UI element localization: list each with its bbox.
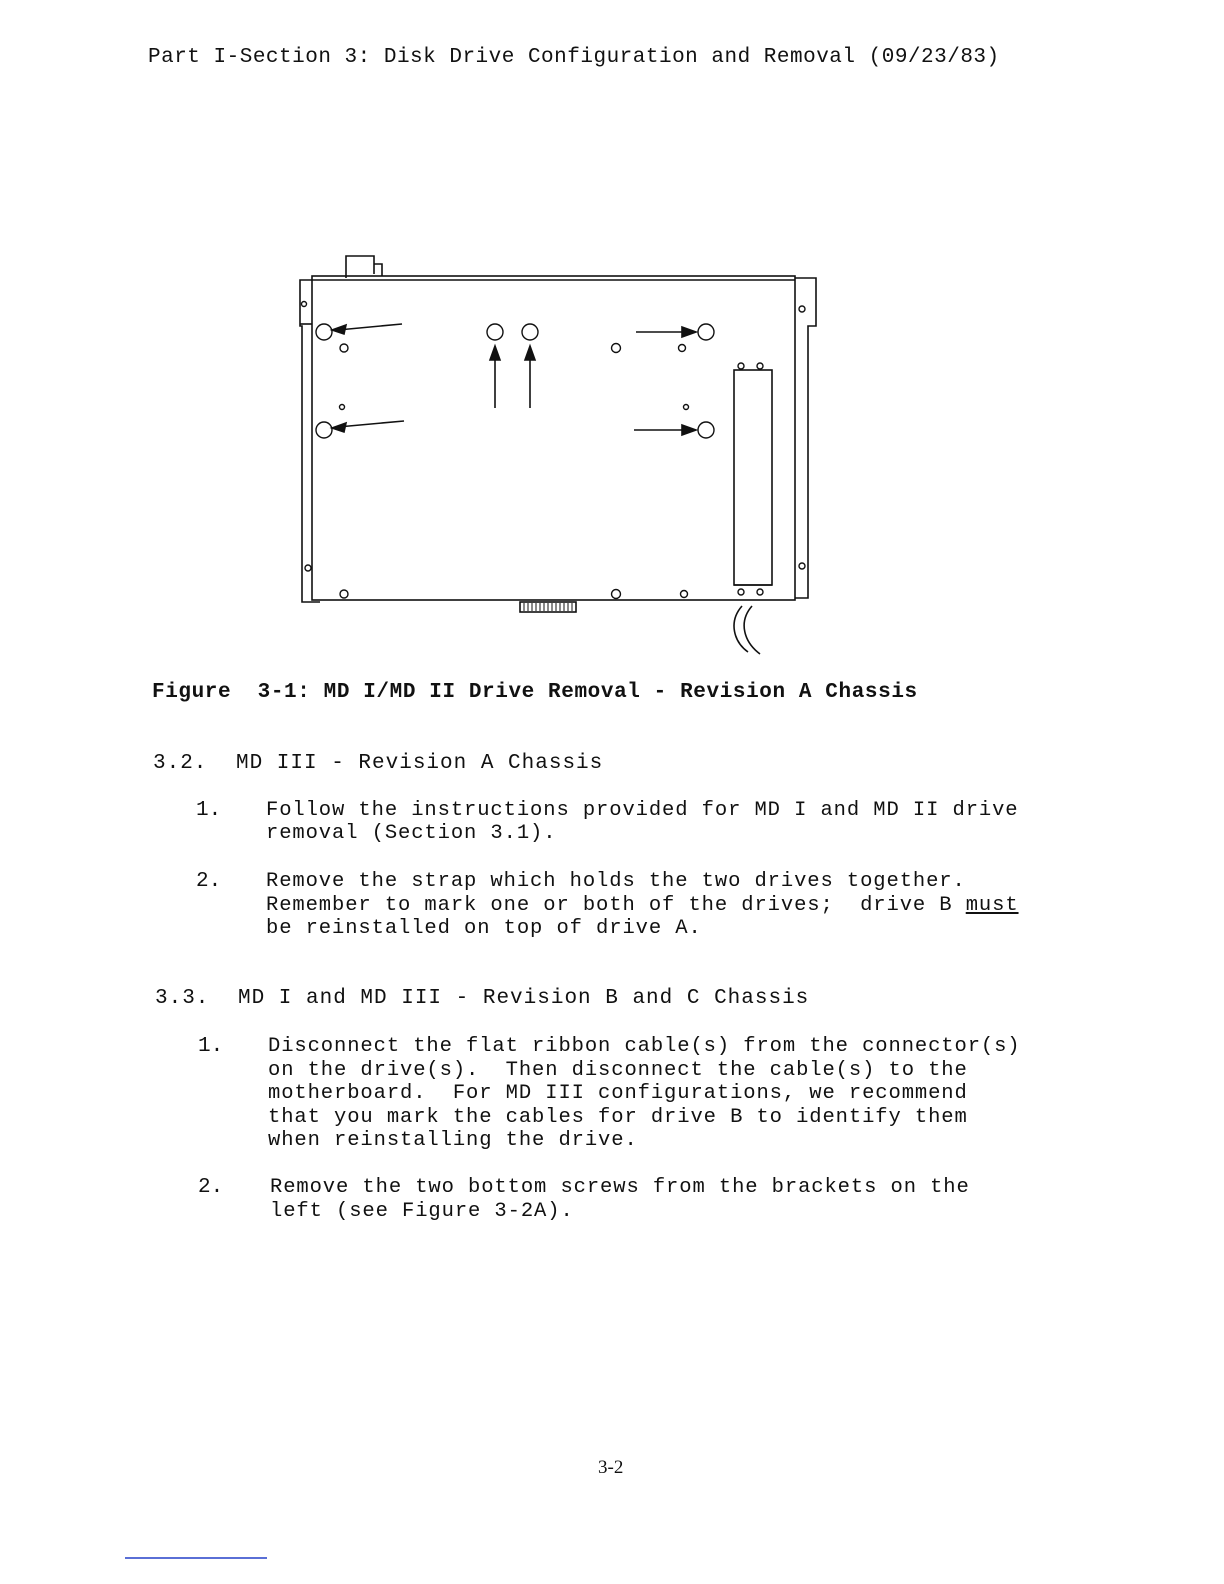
connector-panel [734,370,772,585]
top-tab [346,256,374,278]
section-3-2-number: 3.2. [153,752,208,775]
section-3-3-number: 3.3. [155,987,210,1010]
step-number: 2. [196,870,222,893]
removal-arrows [332,324,696,435]
step-text-line: Remove the two bottom screws from the brackets on the [270,1176,970,1199]
figure-caption: Figure 3-1: MD I/MD II Drive Removal - Revision A Chassis [152,681,918,704]
step-text-line: left (see Figure 3-2A). [270,1200,574,1223]
step-text-line [266,870,1074,893]
step-text-line: when reinstalling the drive. [268,1129,638,1152]
step-text-line: on the drive(s). Then disconnect the cable(s) to the [268,1059,968,1082]
step-text-line [266,894,1074,917]
step-text-line: Disconnect the flat ribbon cable(s) from the connector(s) [268,1035,1021,1058]
step-text-segment: Remember to mark one or both of the drives; drive B [266,894,953,917]
step-text-line: removal (Section 3.1). [266,822,557,845]
emphasis-must: must [965,894,1019,917]
step-text-line: Follow the instructions provided for MD I and MD II drive [266,799,1019,822]
step-text-line: be reinstalled on top of drive A. [266,917,702,940]
page-number: 3-2 [598,1457,624,1478]
step-text-segment: Remove the strap which holds the two drives together. [266,870,966,893]
step-number: 1. [196,799,222,822]
step-text-line: motherboard. For MD III configurations, we recommend [268,1082,968,1105]
cable [734,606,760,654]
right-bracket [795,278,816,598]
chassis-diagram [290,250,830,660]
screw-holes [302,302,806,599]
section-3-3-title: MD I and MD III - Revision B and C Chassis [238,987,810,1010]
chassis-outline [312,276,795,600]
page-header: Part I-Section 3: Disk Drive Configuration and Removal (09/23/83) [148,46,1000,69]
step-text-line: that you mark the cables for drive B to identify them [268,1106,968,1129]
step-number: 2. [198,1176,224,1199]
section-3-2-title: MD III - Revision A Chassis [236,752,604,775]
footer-rule [125,1557,267,1559]
step-number: 1. [198,1035,224,1058]
